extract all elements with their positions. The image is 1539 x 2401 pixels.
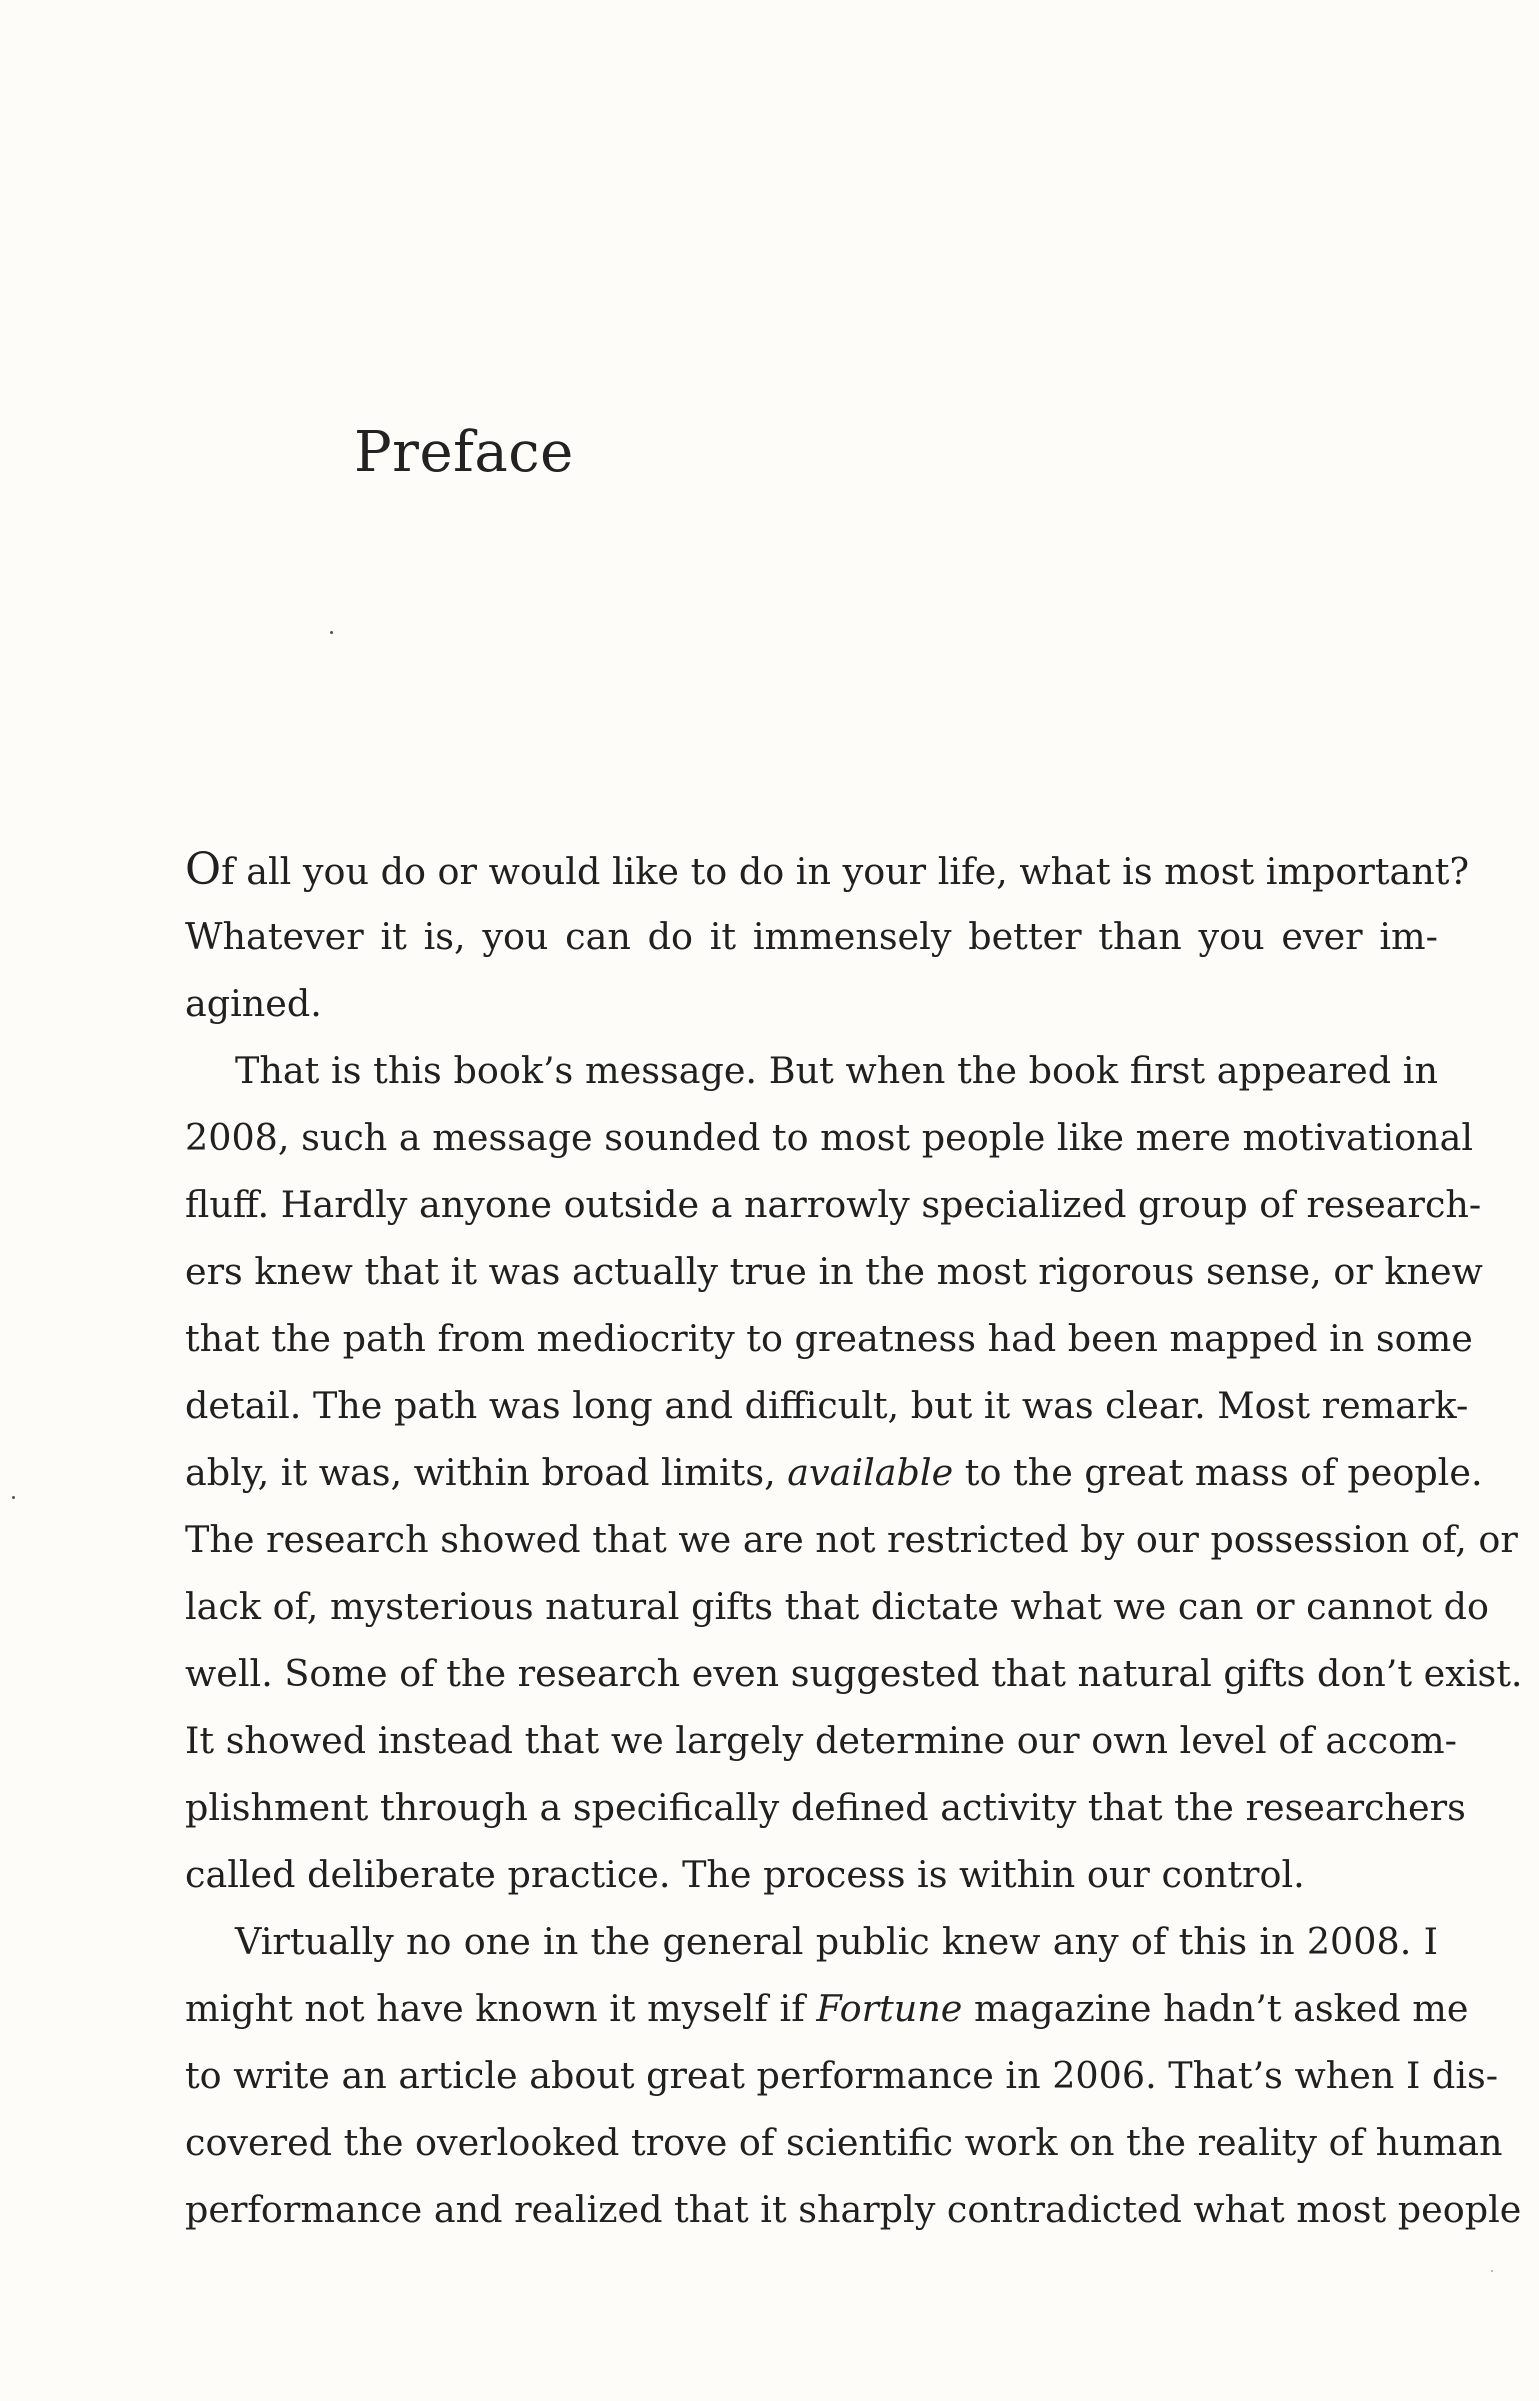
print-speck xyxy=(1491,2270,1493,2272)
text-run: ably, it was, within broad limits, xyxy=(185,1451,788,1494)
paragraph-2 xyxy=(185,1037,1523,1908)
body-text xyxy=(185,836,1523,2243)
text-line xyxy=(185,836,1470,903)
text-line: called deliberate practice. The process is within our control. xyxy=(185,1853,1305,1896)
initial-letter: O xyxy=(185,844,222,895)
text-line: fluff. Hardly anyone outside a narrowly specialized group of research- xyxy=(185,1183,1482,1226)
text-run: f all you do or would like to do in your life, what is most important? xyxy=(221,850,1470,893)
chapter-title: Preface xyxy=(354,420,574,485)
text-line: to write an article about great performance in 2006. That’s when I dis- xyxy=(185,2054,1499,2097)
print-speck xyxy=(330,631,333,634)
text-run: might not have known it myself if xyxy=(185,1987,817,2030)
text-line: agined. xyxy=(185,982,322,1025)
text-line: covered the overlooked trove of scientific work on the reality of human xyxy=(185,2121,1503,2164)
text-line xyxy=(185,1439,1483,1506)
emphasis: available xyxy=(787,1451,954,1494)
text-line: detail. The path was long and difficult, but it was clear. Most remark- xyxy=(185,1384,1469,1427)
text-line: performance and realized that it sharply contradicted what most people xyxy=(185,2188,1522,2231)
text-line: well. Some of the research even suggested that natural gifts don’t exist. xyxy=(185,1652,1523,1695)
text-line: That is this book’s message. But when the book first appeared in xyxy=(235,1049,1438,1092)
text-run: to the great mass of people. xyxy=(953,1451,1483,1494)
paragraph-1 xyxy=(185,836,1470,1037)
text-line: It showed instead that we largely determine our own level of accom- xyxy=(185,1719,1457,1762)
paragraph-3 xyxy=(185,1908,1522,2243)
text-line: that the path from mediocrity to greatness had been mapped in some xyxy=(185,1317,1473,1360)
text-line: The research showed that we are not restricted by our possession of, or xyxy=(185,1518,1518,1561)
text-line: 2008, such a message sounded to most people like mere motivational xyxy=(185,1116,1474,1159)
emphasis: Fortune xyxy=(816,1987,963,2030)
text-run: magazine hadn’t asked me xyxy=(962,1987,1469,2030)
text-line: plishment through a specifically defined activity that the researchers xyxy=(185,1786,1466,1829)
text-line xyxy=(185,1975,1469,2042)
text-line: lack of, mysterious natural gifts that dictate what we can or cannot do xyxy=(185,1585,1489,1628)
print-speck xyxy=(12,1496,15,1499)
text-line: Virtually no one in the general public knew any of this in 2008. I xyxy=(235,1920,1438,1963)
text-line: ers knew that it was actually true in the most rigorous sense, or knew xyxy=(185,1250,1483,1293)
text-line: Whatever it is, you can do it immensely better than you ever im- xyxy=(185,915,1438,958)
